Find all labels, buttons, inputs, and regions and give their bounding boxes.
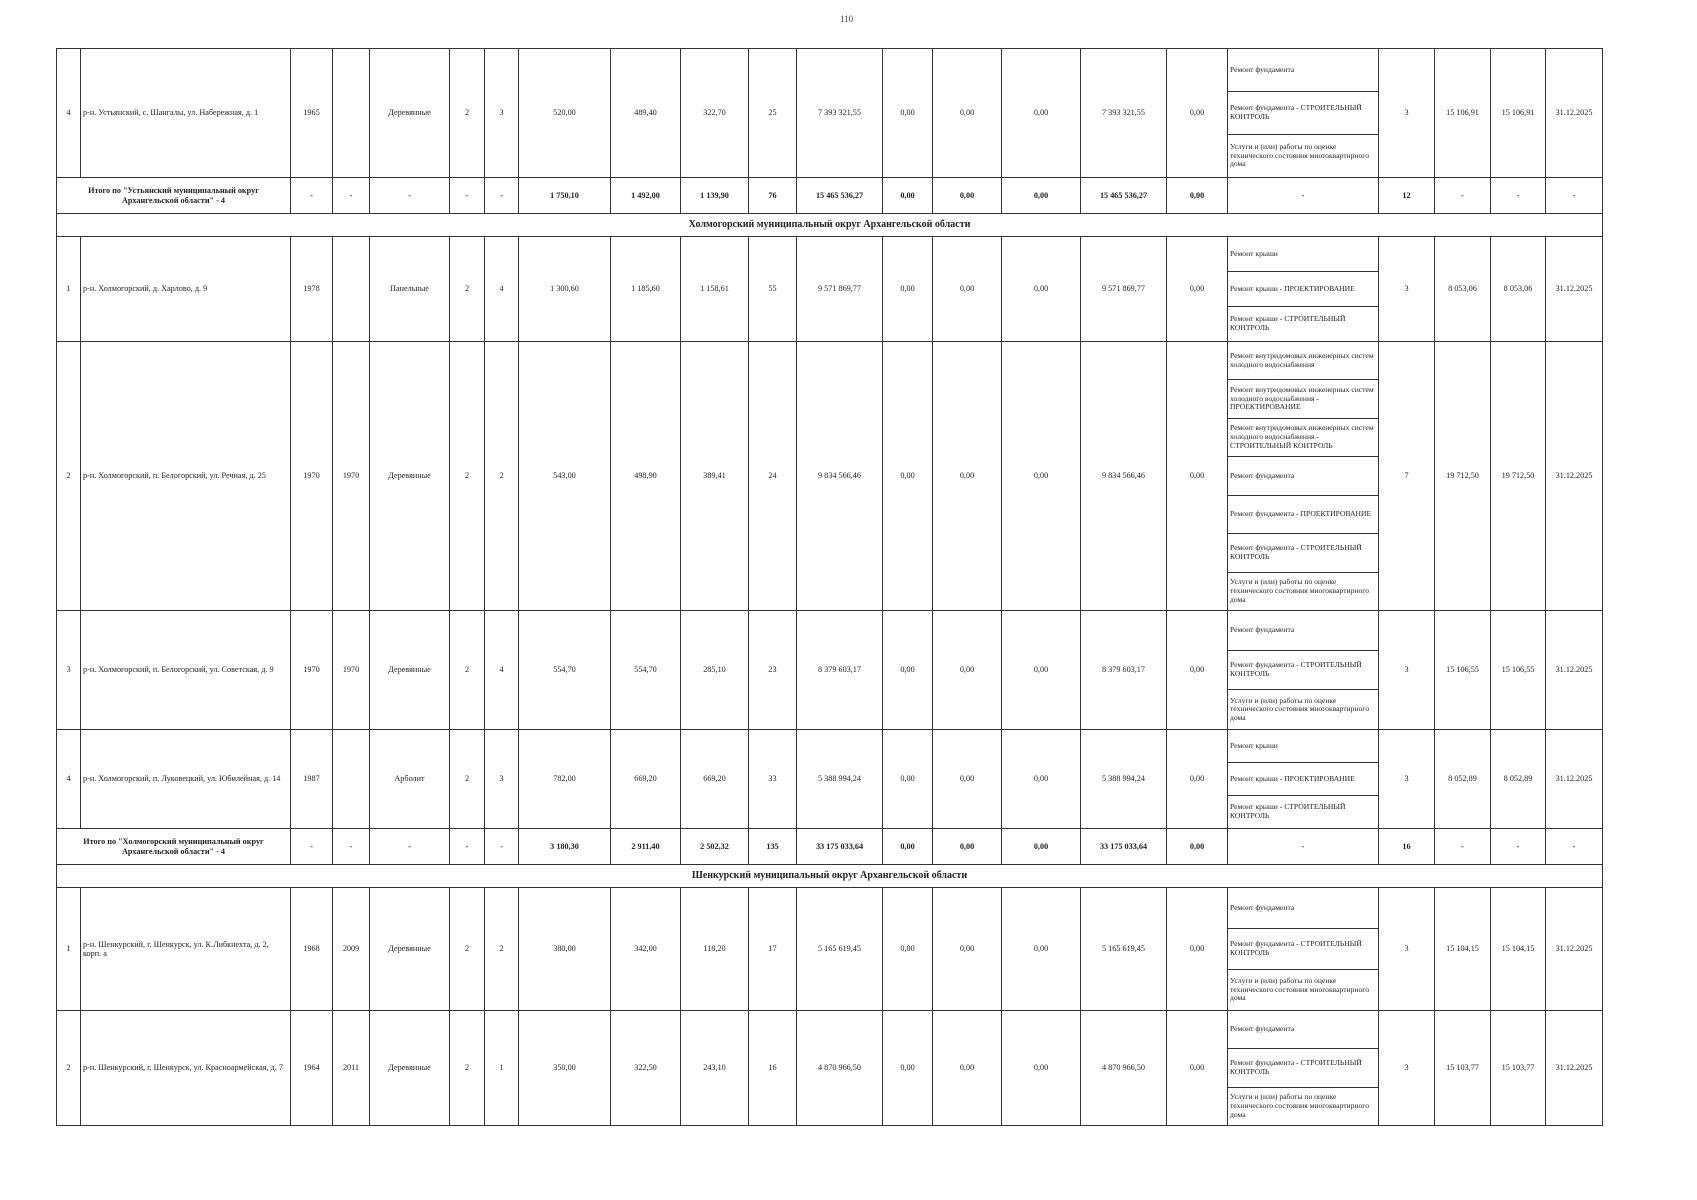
- total-fund-fss-cell: 0,00: [883, 829, 933, 865]
- total-dash-cell: -: [450, 829, 485, 865]
- total-dash-cell: -: [450, 178, 485, 214]
- work-item: Услуги и (или) работы по оценке технического состояния многоквартирного дома: [1230, 141, 1369, 169]
- limit-per-m2-cell: 15 106,91: [1491, 49, 1546, 178]
- fund-region-cell: 0,00: [933, 611, 1002, 730]
- works-count-cell: 3: [1379, 611, 1435, 730]
- work-item: Услуги и (или) работы по оценке технического состояния многоквартирного дома: [1230, 577, 1369, 604]
- area-total-cell: 520,00: [519, 49, 611, 178]
- cost-total-cell: 8 379 603,17: [797, 611, 883, 730]
- address-cell: р-н. Шенкурский, г. Шенкурск, ул. Красноармейская, д. 7: [81, 1011, 291, 1126]
- entrances-cell: 3: [485, 49, 519, 178]
- total-label: Итого по "Холмогорский муниципальный округ Архангельской области" - 4: [57, 829, 291, 865]
- works-list: [1228, 611, 1378, 729]
- year-overhaul-cell: 1970: [333, 342, 370, 611]
- works-count-cell: 3: [1379, 49, 1435, 178]
- fund-owners-cell: 5 165 619,45: [1081, 888, 1167, 1011]
- works-cell: [1228, 49, 1379, 178]
- address-cell: р-н. Шенкурский, г. Шенкурск, ул. К.Либкнехта, д. 2, корп. а: [81, 888, 291, 1011]
- works-count-cell: 3: [1379, 237, 1435, 342]
- total-works-cell: -: [1228, 829, 1379, 865]
- floors-cell: 2: [450, 49, 485, 178]
- work-item: Ремонт фундамента - СТРОИТЕЛЬНЫЙ КОНТРОЛЬ: [1228, 534, 1378, 572]
- total-cost-total-cell: 33 175 033,64: [797, 829, 883, 865]
- wall-cell: Деревянные: [370, 1011, 450, 1126]
- total-dash-cell: -: [333, 178, 370, 214]
- total-works-count-cell: 16: [1379, 829, 1435, 865]
- row-number-cell: 3: [57, 611, 81, 730]
- year-built-cell: 1970: [291, 611, 333, 730]
- row-number-cell: 1: [57, 888, 81, 1011]
- area-living-cell: 342,00: [611, 888, 681, 1011]
- cost-per-m2-cell: 8 053,06: [1435, 237, 1491, 342]
- deadline-cell: 31.12.2025: [1546, 342, 1603, 611]
- total-dash-cell: -: [370, 829, 450, 865]
- total-works-count-cell: 12: [1379, 178, 1435, 214]
- residents-cell: 25: [749, 49, 797, 178]
- fund-fss-cell: 0,00: [883, 1011, 933, 1126]
- total-fund-other-cell: 0,00: [1167, 178, 1228, 214]
- address-cell: р-н. Холмогорский, п. Белогорский, ул. Речная, д. 25: [81, 342, 291, 611]
- total-area-total-cell: 3 180,30: [519, 829, 611, 865]
- works-count-cell: 3: [1379, 888, 1435, 1011]
- fund-local-cell: 0,00: [1002, 888, 1081, 1011]
- total-dash-cell: -: [1491, 829, 1546, 865]
- total-fund-local-cell: 0,00: [1002, 178, 1081, 214]
- total-area-living-cell: 1 492,00: [611, 178, 681, 214]
- fund-region-cell: 0,00: [933, 49, 1002, 178]
- fund-region-cell: 0,00: [933, 888, 1002, 1011]
- works-count-cell: 3: [1379, 730, 1435, 829]
- year-overhaul-cell: [333, 49, 370, 178]
- works-list: [1228, 237, 1378, 341]
- area-living-cell: 669,20: [611, 730, 681, 829]
- residents-cell: 17: [749, 888, 797, 1011]
- total-fund-owners-cell: 15 465 536,27: [1081, 178, 1167, 214]
- fund-local-cell: 0,00: [1002, 237, 1081, 342]
- wall-cell: Деревянные: [370, 342, 450, 611]
- total-area-total-cell: 1 750,10: [519, 178, 611, 214]
- row-number-cell: 4: [57, 730, 81, 829]
- address-cell: р-н. Устьянский, с. Шангалы, ул. Набережная, д. 1: [81, 49, 291, 178]
- entrances-cell: 4: [485, 611, 519, 730]
- total-fund-region-cell: 0,00: [933, 829, 1002, 865]
- section-title: Шенкурский муниципальный округ Архангельской области: [57, 865, 1603, 888]
- floors-cell: 2: [450, 888, 485, 1011]
- entrances-cell: 4: [485, 237, 519, 342]
- work-item: Ремонт внутридомовых инженерных систем холодного водоснабжения: [1228, 342, 1378, 380]
- works-list: [1228, 342, 1378, 610]
- total-cost-total-cell: 15 465 536,27: [797, 178, 883, 214]
- year-overhaul-cell: 2011: [333, 1011, 370, 1126]
- total-dash-cell: -: [1546, 829, 1603, 865]
- works-cell: [1228, 342, 1379, 611]
- limit-per-m2-cell: 15 103,77: [1491, 1011, 1546, 1126]
- work-item: Ремонт внутридомовых инженерных систем холодного водоснабжения - ПРОЕКТИРОВАНИЕ: [1228, 380, 1378, 418]
- residents-cell: 16: [749, 1011, 797, 1126]
- fund-other-cell: 0,00: [1167, 730, 1228, 829]
- wall-cell: Деревянные: [370, 49, 450, 178]
- limit-per-m2-cell: 8 052,89: [1491, 730, 1546, 829]
- deadline-cell: 31.12.2025: [1546, 730, 1603, 829]
- total-residents-cell: 76: [749, 178, 797, 214]
- area-total-cell: 543,00: [519, 342, 611, 611]
- work-item: Ремонт фундамента: [1228, 49, 1378, 92]
- wall-cell: Деревянные: [370, 611, 450, 730]
- year-built-cell: 1970: [291, 342, 333, 611]
- work-item: Ремонт фундамента: [1228, 611, 1378, 651]
- year-built-cell: 1987: [291, 730, 333, 829]
- deadline-cell: 31.12.2025: [1546, 1011, 1603, 1126]
- work-item: Ремонт внутридомовых инженерных систем холодного водоснабжения - СТРОИТЕЛЬНЫЙ КОНТРОЛЬ: [1228, 419, 1378, 457]
- work-item: Услуги и (или) работы по оценке технического состояния многоквартирного дома: [1230, 695, 1369, 723]
- limit-per-m2-cell: 15 104,15: [1491, 888, 1546, 1011]
- area-residential-cell: 1 158,61: [681, 237, 749, 342]
- fund-owners-cell: 8 379 603,17: [1081, 611, 1167, 730]
- area-living-cell: 322,50: [611, 1011, 681, 1126]
- area-residential-cell: 243,10: [681, 1011, 749, 1126]
- work-item: Ремонт крыши - СТРОИТЕЛЬНЫЙ КОНТРОЛЬ: [1230, 314, 1346, 332]
- total-fund-owners-cell: 33 175 033,64: [1081, 829, 1167, 865]
- work-item: Ремонт фундамента - СТРОИТЕЛЬНЫЙ КОНТРОЛЬ: [1228, 92, 1378, 135]
- year-built-cell: 1978: [291, 237, 333, 342]
- residents-cell: 55: [749, 237, 797, 342]
- total-area-residential-cell: 1 139,90: [681, 178, 749, 214]
- works-cell: [1228, 237, 1379, 342]
- deadline-cell: 31.12.2025: [1546, 888, 1603, 1011]
- cost-per-m2-cell: 15 104,15: [1435, 888, 1491, 1011]
- total-row: [57, 178, 1603, 214]
- fund-owners-cell: 4 870 966,50: [1081, 1011, 1167, 1126]
- work-item: Ремонт фундамента: [1228, 888, 1378, 929]
- fund-other-cell: 0,00: [1167, 611, 1228, 730]
- residents-cell: 23: [749, 611, 797, 730]
- works-list: [1228, 888, 1378, 1010]
- fund-other-cell: 0,00: [1167, 342, 1228, 611]
- fund-fss-cell: 0,00: [883, 342, 933, 611]
- row-number-cell: 1: [57, 237, 81, 342]
- work-item: Ремонт крыши - СТРОИТЕЛЬНЫЙ КОНТРОЛЬ: [1230, 802, 1346, 820]
- fund-other-cell: 0,00: [1167, 49, 1228, 178]
- work-item: Ремонт фундамента: [1228, 457, 1378, 495]
- cost-per-m2-cell: 19 712,50: [1435, 342, 1491, 611]
- cost-per-m2-cell: 8 052,89: [1435, 730, 1491, 829]
- year-overhaul-cell: [333, 237, 370, 342]
- floors-cell: 2: [450, 237, 485, 342]
- limit-per-m2-cell: 15 106,55: [1491, 611, 1546, 730]
- wall-cell: Арболит: [370, 730, 450, 829]
- total-dash-cell: -: [1435, 178, 1491, 214]
- work-item: Ремонт фундамента - ПРОЕКТИРОВАНИЕ: [1228, 496, 1378, 534]
- residents-cell: 33: [749, 730, 797, 829]
- area-residential-cell: 389,41: [681, 342, 749, 611]
- deadline-cell: 31.12.2025: [1546, 49, 1603, 178]
- work-item: Ремонт крыши - ПРОЕКТИРОВАНИЕ: [1228, 272, 1378, 307]
- total-fund-local-cell: 0,00: [1002, 829, 1081, 865]
- total-dash-cell: -: [291, 829, 333, 865]
- fund-other-cell: 0,00: [1167, 237, 1228, 342]
- total-dash-cell: -: [485, 829, 519, 865]
- total-fund-region-cell: 0,00: [933, 178, 1002, 214]
- fund-fss-cell: 0,00: [883, 611, 933, 730]
- fund-fss-cell: 0,00: [883, 888, 933, 1011]
- table-row: [57, 1011, 1603, 1126]
- works-count-cell: 3: [1379, 1011, 1435, 1126]
- fund-local-cell: 0,00: [1002, 342, 1081, 611]
- limit-per-m2-cell: 19 712,50: [1491, 342, 1546, 611]
- section-title: Холмогорский муниципальный округ Архангельской области: [57, 214, 1603, 237]
- fund-owners-cell: 7 393 321,55: [1081, 49, 1167, 178]
- total-dash-cell: -: [370, 178, 450, 214]
- fund-local-cell: 0,00: [1002, 1011, 1081, 1126]
- works-count-cell: 7: [1379, 342, 1435, 611]
- cost-per-m2-cell: 15 103,77: [1435, 1011, 1491, 1126]
- entrances-cell: 2: [485, 342, 519, 611]
- total-dash-cell: -: [291, 178, 333, 214]
- work-item: Услуги и (или) работы по оценке технического состояния многоквартирного дома: [1230, 1092, 1369, 1119]
- area-total-cell: 380,00: [519, 888, 611, 1011]
- work-item: Ремонт фундамента: [1228, 1011, 1378, 1049]
- address-cell: р-н. Холмогорский, п. Луковецкий, ул. Юбилейная, д. 14: [81, 730, 291, 829]
- fund-region-cell: 0,00: [933, 730, 1002, 829]
- works-list: [1228, 1011, 1378, 1125]
- year-overhaul-cell: 1970: [333, 611, 370, 730]
- area-living-cell: 1 185,60: [611, 237, 681, 342]
- fund-region-cell: 0,00: [933, 342, 1002, 611]
- fund-local-cell: 0,00: [1002, 611, 1081, 730]
- fund-fss-cell: 0,00: [883, 49, 933, 178]
- area-living-cell: 554,70: [611, 611, 681, 730]
- area-residential-cell: 322,70: [681, 49, 749, 178]
- row-number-cell: 2: [57, 1011, 81, 1126]
- cost-total-cell: 4 870 966,50: [797, 1011, 883, 1126]
- entrances-cell: 3: [485, 730, 519, 829]
- table-row: [57, 730, 1603, 829]
- year-overhaul-cell: 2009: [333, 888, 370, 1011]
- fund-owners-cell: 9 571 869,77: [1081, 237, 1167, 342]
- page-number: 110: [840, 14, 854, 24]
- cost-total-cell: 9 834 566,46: [797, 342, 883, 611]
- fund-fss-cell: 0,00: [883, 237, 933, 342]
- total-label: Итого по "Устьянский муниципальный округ Архангельской области" - 4: [57, 178, 291, 214]
- fund-region-cell: 0,00: [933, 237, 1002, 342]
- wall-cell: Деревянные: [370, 888, 450, 1011]
- total-dash-cell: -: [485, 178, 519, 214]
- fund-region-cell: 0,00: [933, 1011, 1002, 1126]
- total-dash-cell: -: [1546, 178, 1603, 214]
- residents-cell: 24: [749, 342, 797, 611]
- cost-per-m2-cell: 15 106,55: [1435, 611, 1491, 730]
- total-area-residential-cell: 2 502,32: [681, 829, 749, 865]
- table-row: [57, 237, 1603, 342]
- table-row: [57, 888, 1603, 1011]
- wall-cell: Панельные: [370, 237, 450, 342]
- year-built-cell: 1968: [291, 888, 333, 1011]
- fund-other-cell: 0,00: [1167, 1011, 1228, 1126]
- area-living-cell: 489,40: [611, 49, 681, 178]
- entrances-cell: 2: [485, 888, 519, 1011]
- area-residential-cell: 669,20: [681, 730, 749, 829]
- row-number-cell: 2: [57, 342, 81, 611]
- total-dash-cell: -: [333, 829, 370, 865]
- floors-cell: 2: [450, 1011, 485, 1126]
- total-area-living-cell: 2 911,40: [611, 829, 681, 865]
- fund-owners-cell: 9 834 566,46: [1081, 342, 1167, 611]
- works-list: [1228, 730, 1378, 828]
- cost-total-cell: 7 393 321,55: [797, 49, 883, 178]
- fund-local-cell: 0,00: [1002, 730, 1081, 829]
- deadline-cell: 31.12.2025: [1546, 611, 1603, 730]
- area-total-cell: 350,00: [519, 1011, 611, 1126]
- cost-total-cell: 5 388 994,24: [797, 730, 883, 829]
- address-cell: р-н. Холмогорский, п. Белогорский, ул. Советская, д. 9: [81, 611, 291, 730]
- year-built-cell: 1965: [291, 49, 333, 178]
- total-row: [57, 829, 1603, 865]
- repair-program-table: [56, 48, 1603, 1126]
- area-total-cell: 782,00: [519, 730, 611, 829]
- fund-owners-cell: 5 388 994,24: [1081, 730, 1167, 829]
- area-total-cell: 554,70: [519, 611, 611, 730]
- area-residential-cell: 118,20: [681, 888, 749, 1011]
- cost-total-cell: 9 571 869,77: [797, 237, 883, 342]
- works-cell: [1228, 888, 1379, 1011]
- floors-cell: 2: [450, 730, 485, 829]
- works-cell: [1228, 1011, 1379, 1126]
- fund-fss-cell: 0,00: [883, 730, 933, 829]
- table-row: [57, 611, 1603, 730]
- fund-local-cell: 0,00: [1002, 49, 1081, 178]
- limit-per-m2-cell: 8 053,06: [1491, 237, 1546, 342]
- total-residents-cell: 135: [749, 829, 797, 865]
- year-built-cell: 1964: [291, 1011, 333, 1126]
- work-item: Услуги и (или) работы по оценке технического состояния многоквартирного дома: [1230, 975, 1369, 1003]
- entrances-cell: 1: [485, 1011, 519, 1126]
- cost-per-m2-cell: 15 106,91: [1435, 49, 1491, 178]
- works-cell: [1228, 611, 1379, 730]
- work-item: Ремонт крыши - ПРОЕКТИРОВАНИЕ: [1228, 763, 1378, 796]
- total-dash-cell: -: [1491, 178, 1546, 214]
- floors-cell: 2: [450, 611, 485, 730]
- total-fund-other-cell: 0,00: [1167, 829, 1228, 865]
- deadline-cell: 31.12.2025: [1546, 237, 1603, 342]
- row-number-cell: 4: [57, 49, 81, 178]
- total-works-cell: -: [1228, 178, 1379, 214]
- section-header: [57, 865, 1603, 888]
- works-cell: [1228, 730, 1379, 829]
- fund-other-cell: 0,00: [1167, 888, 1228, 1011]
- cost-total-cell: 5 165 619,45: [797, 888, 883, 1011]
- work-item: Ремонт фундамента - СТРОИТЕЛЬНЫЙ КОНТРОЛЬ: [1228, 651, 1378, 691]
- work-item: Ремонт крыши: [1228, 730, 1378, 763]
- work-item: Ремонт фундамента - СТРОИТЕЛЬНЫЙ КОНТРОЛЬ: [1228, 1049, 1378, 1087]
- year-overhaul-cell: [333, 730, 370, 829]
- area-total-cell: 1 300,60: [519, 237, 611, 342]
- table-row: [57, 49, 1603, 178]
- works-list: [1228, 49, 1378, 177]
- floors-cell: 2: [450, 342, 485, 611]
- total-fund-fss-cell: 0,00: [883, 178, 933, 214]
- work-item: Ремонт крыши: [1228, 237, 1378, 272]
- area-residential-cell: 285,10: [681, 611, 749, 730]
- area-living-cell: 498,90: [611, 342, 681, 611]
- address-cell: р-н. Холмогорский, д. Харлово, д. 9: [81, 237, 291, 342]
- work-item: Ремонт фундамента - СТРОИТЕЛЬНЫЙ КОНТРОЛЬ: [1228, 929, 1378, 970]
- section-header: [57, 214, 1603, 237]
- table-row: [57, 342, 1603, 611]
- total-dash-cell: -: [1435, 829, 1491, 865]
